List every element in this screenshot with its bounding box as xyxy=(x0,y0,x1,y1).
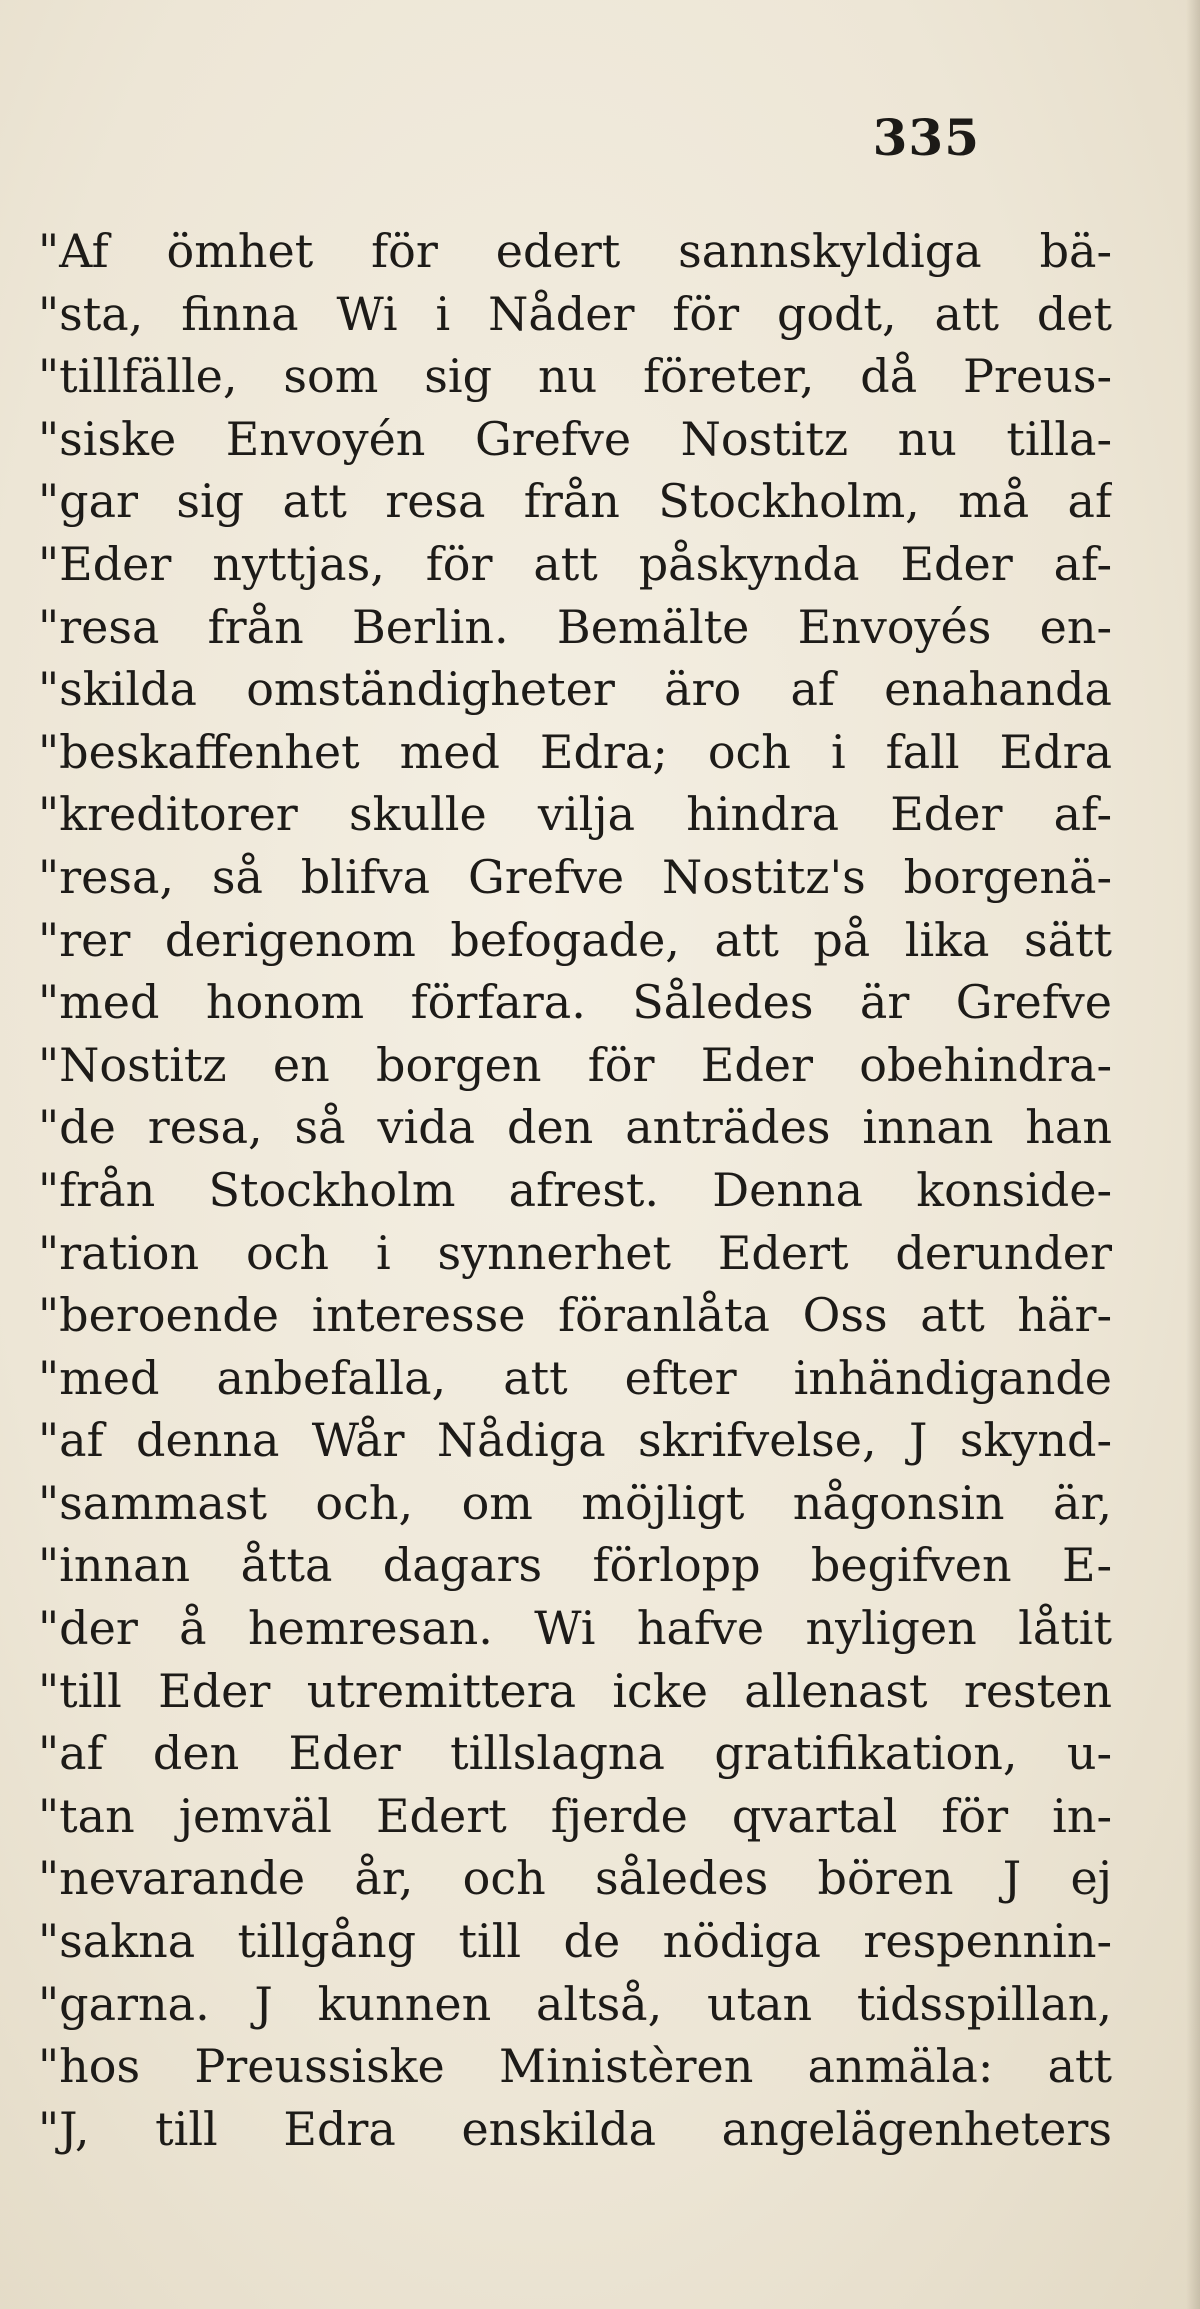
text-line: "sakna tillgång till de nödiga respennin- xyxy=(38,1914,1112,1969)
page-number: 335 xyxy=(872,108,980,167)
text-line: "beskaffenhet med Edra; och i fall Edra xyxy=(38,724,1112,779)
text-line: "från Stockholm afrest. Denna konside- xyxy=(38,1162,1112,1217)
body-text xyxy=(38,220,1112,2160)
text-line: "tillfälle, som sig nu företer, då Preus- xyxy=(38,349,1112,404)
text-line: "till Eder utremittera icke allenast resten xyxy=(38,1663,1112,1718)
text-line: "tan jemväl Edert fjerde qvartal för in- xyxy=(38,1788,1112,1843)
text-line: "sta, finna Wi i Nåder för godt, att det xyxy=(38,286,1112,341)
text-line: "siske Envoyén Grefve Nostitz nu tilla- xyxy=(38,411,1112,466)
text-line: "skilda omständigheter äro af enahanda xyxy=(38,662,1112,717)
text-line: "hos Preussiske Ministèren anmäla: att xyxy=(38,2039,1112,2094)
text-line: "beroende interesse föranlåta Oss att här- xyxy=(38,1288,1112,1343)
text-line: "rer derigenom befogade, att på lika sätt xyxy=(38,912,1112,967)
text-line: "Eder nyttjas, för att påskynda Eder af- xyxy=(38,536,1112,591)
text-line: "sammast och, om möjligt någonsin är, xyxy=(38,1475,1112,1530)
text-line: "med honom förfara. Således är Grefve xyxy=(38,975,1112,1030)
text-line: "med anbefalla, att efter inhändigande xyxy=(38,1350,1112,1405)
text-line: "resa från Berlin. Bemälte Envoyés en- xyxy=(38,599,1112,654)
text-line: "kreditorer skulle vilja hindra Eder af- xyxy=(38,787,1112,842)
text-line: "ration och i synnerhet Edert derunder xyxy=(38,1225,1112,1280)
text-line: "af den Eder tillslagna gratifikation, u- xyxy=(38,1726,1112,1781)
text-line: "de resa, så vida den anträdes innan han xyxy=(38,1100,1112,1155)
text-line: "nevarande år, och således bören J ej xyxy=(38,1851,1112,1906)
text-line: "af denna Wår Nådiga skrifvelse, J skynd- xyxy=(38,1413,1112,1468)
text-line: "Nostitz en borgen för Eder obehindra- xyxy=(38,1037,1112,1092)
text-line: "der å hemresan. Wi hafve nyligen låtit xyxy=(38,1601,1112,1656)
text-line: "innan åtta dagars förlopp begifven E- xyxy=(38,1538,1112,1593)
text-line: "gar sig att resa från Stockholm, må af xyxy=(38,474,1112,529)
text-line: "garna. J kunnen altså, utan tidsspillan, xyxy=(38,1976,1112,2031)
text-line: "resa, så blifva Grefve Nostitz's borgenä- xyxy=(38,849,1112,904)
text-line: "J, till Edra enskilda angelägenheters xyxy=(38,2101,1112,2156)
page-edge-shadow xyxy=(1186,0,1200,2309)
text-line: "Af ömhet för edert sannskyldiga bä- xyxy=(38,224,1112,278)
